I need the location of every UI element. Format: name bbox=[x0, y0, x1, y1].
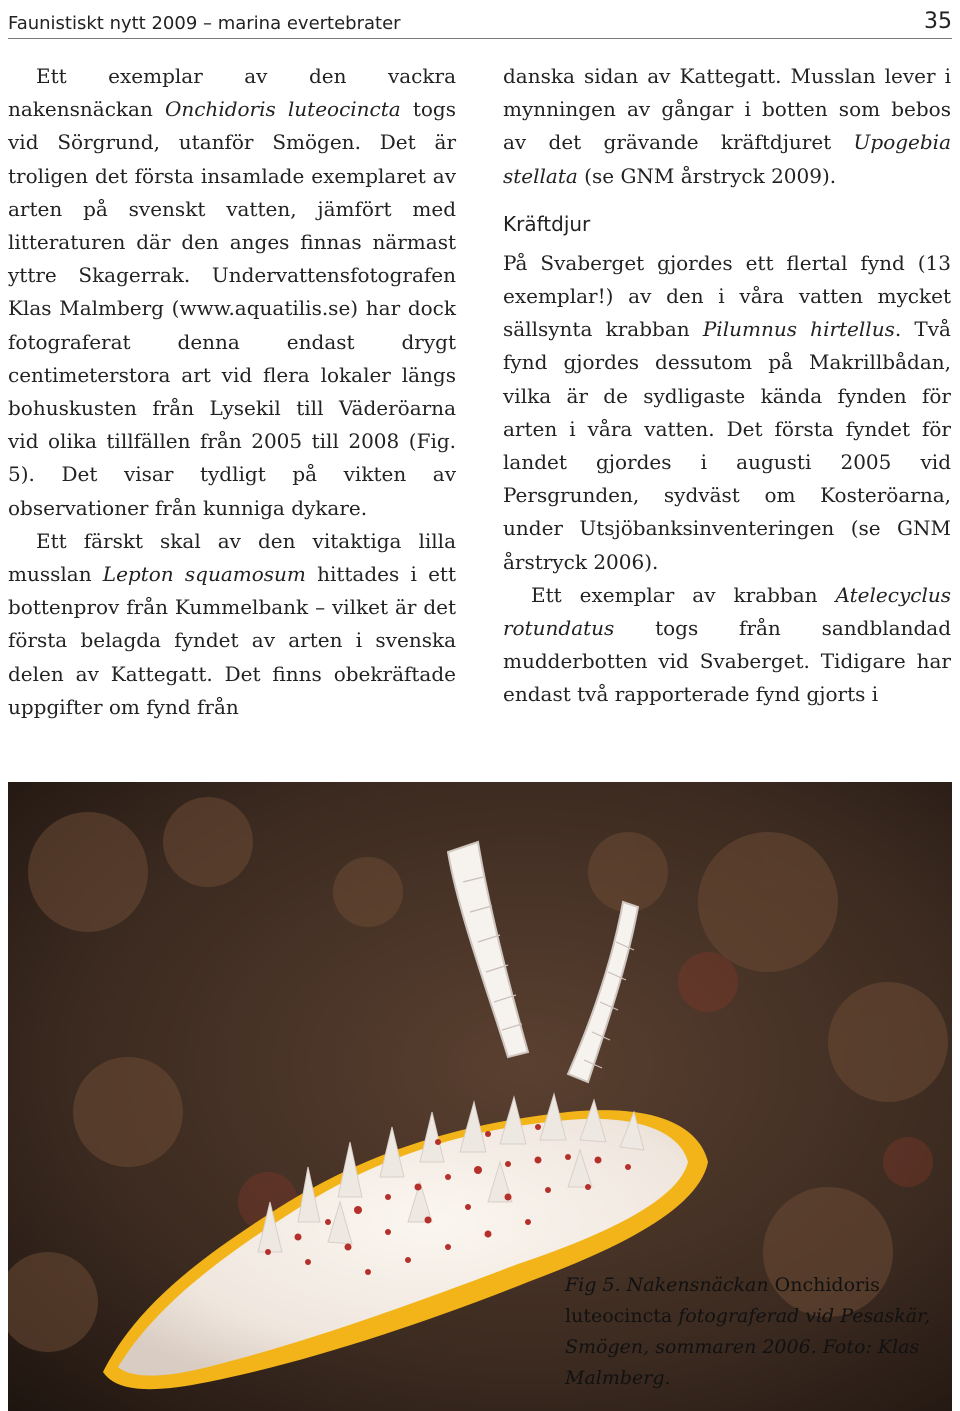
text-run: Ett exemplar av den vackra nakensnäckan bbox=[8, 64, 456, 122]
paragraph-lepton bbox=[8, 525, 456, 724]
text-run: . Två fynd gjordes dessutom på Makrillbådan, vilka är de sydligaste kända fynden för arten i våra vatten. Det första fyndet för landet gjordes i augusti 2005 vid Persgrunden, sydväst om Kosteröarna, under Utsjöbanksinventeringen (se GNM årstryck 2006). bbox=[503, 317, 951, 574]
text-run: (se GNM årstryck 2009). bbox=[577, 163, 837, 188]
text-run: danska sidan av Kattegatt. Musslan lever i mynningen av gångar i botten som bebos av det grävande kräftdjuret bbox=[503, 64, 951, 155]
species-name: Upogebia stellata bbox=[503, 130, 951, 188]
section-heading-kraftdjur: Kräftdjur bbox=[503, 211, 591, 236]
right-column bbox=[503, 60, 951, 712]
text-run: togs vid Sörgrund, utanför Smögen. Det är troligen det första insamlade exemplaret av arten på svenskt vatten, jämfört med litteraturen där den anges finnas närmast yttre Skagerrak. Undervattensfotografen Klas Malmberg (www.aquatilis.se) har dock fotograferat denna endast drygt centimeterstora art vid flera lokaler längs bohuskusten från Lysekil till Väderöarna vid olika tillfällen från 2005 till 2008 (Fig. 5). Det visar tydligt på vikten av observationer från kunniga dykare. bbox=[8, 97, 456, 520]
species-name: Atelecyclus rotundatus bbox=[503, 582, 951, 641]
left-column bbox=[8, 60, 456, 724]
caption-species: Onchidoris luteocincta bbox=[565, 1274, 880, 1327]
caption-text: fotograferad vid Pesaskär, Smögen, sommaren 2006. Foto: Klas Malmberg. bbox=[565, 1305, 931, 1389]
page-number: 35 bbox=[924, 9, 952, 34]
species-name: Lepton squamosum bbox=[102, 562, 306, 587]
caption-text: Fig 5. Nakensnäckan bbox=[565, 1274, 775, 1296]
text-run: togs från sandblandad mudderbotten vid Svaberget. Tidigare har endast två rapporterade fynd gjorts i bbox=[503, 616, 951, 707]
paragraph-onchidoris bbox=[8, 60, 456, 525]
text-run: hittades i ett bottenprov från Kummelbank – vilket är det första belagda fyndet av arten i svenska delen av Kattegatt. Det finns obekräftade uppgifter om fynd från bbox=[8, 562, 456, 719]
text-run: På Svaberget gjordes ett flertal fynd (13 exemplar!) av den i våra vatten mycket sällsynta krabban bbox=[503, 250, 951, 342]
species-name: Onchidoris luteocincta bbox=[164, 97, 401, 122]
figure-caption bbox=[565, 1270, 945, 1394]
journal-title: Faunistiskt nytt 2009 – marina evertebrater bbox=[8, 13, 401, 34]
paragraph-upogebia bbox=[503, 60, 951, 193]
paragraph-pilumnus bbox=[503, 247, 951, 579]
paragraph-atelecyclus bbox=[503, 579, 951, 712]
species-name: Pilumnus hirtellus bbox=[702, 317, 895, 342]
text-run: Ett exemplar av krabban bbox=[531, 582, 836, 607]
running-header bbox=[8, 0, 952, 39]
text-run: Ett färskt skal av den vitaktiga lilla musslan bbox=[8, 528, 456, 587]
